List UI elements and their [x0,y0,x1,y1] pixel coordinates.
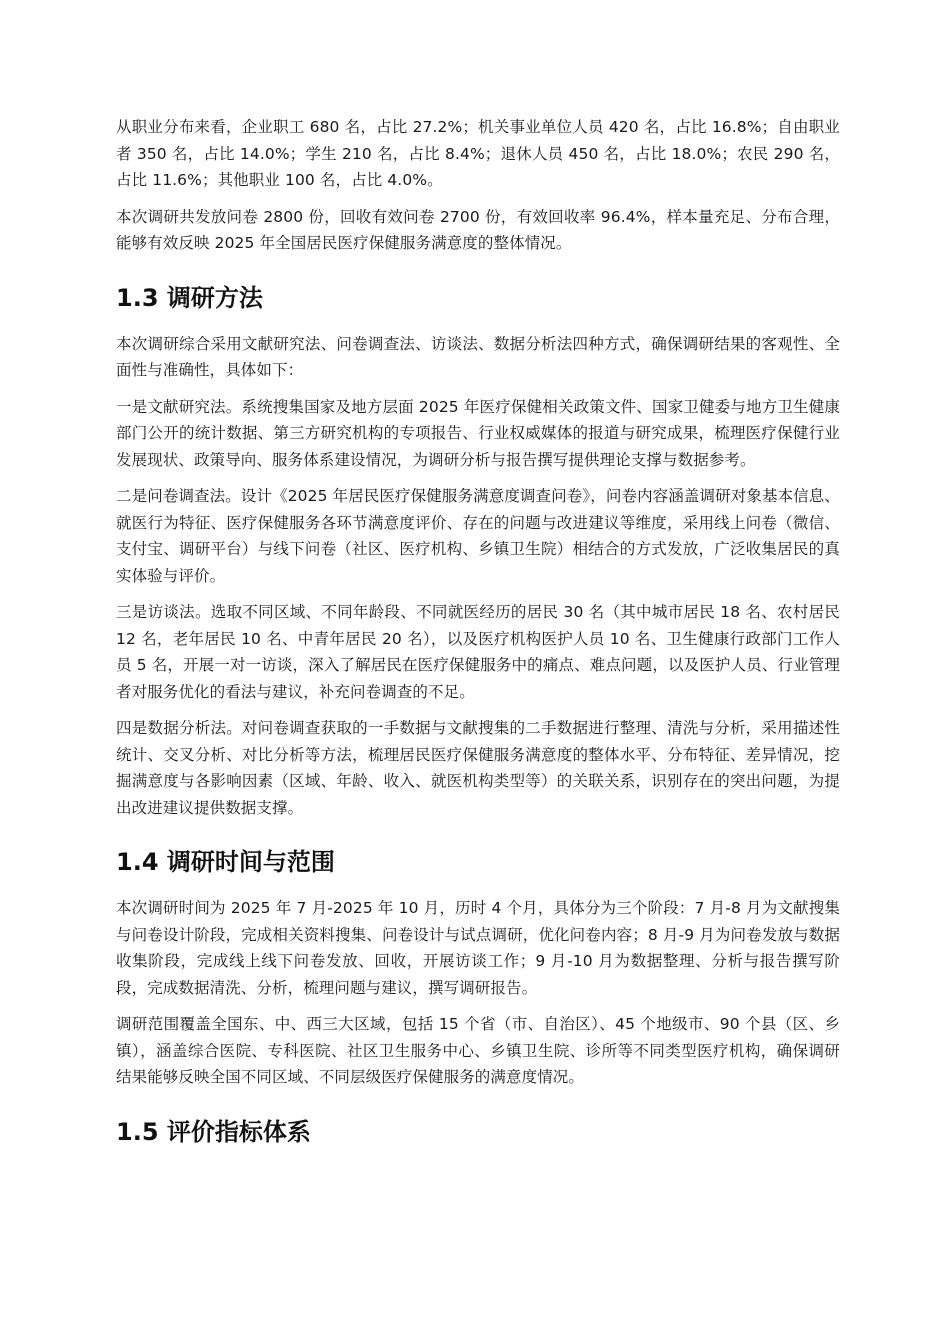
heading-research-methods: 1.3 调研方法 [116,283,263,312]
heading-evaluation-indicators: 1.5 评价指标体系 [116,1117,311,1146]
paragraph-interview-method: 三是访谈法。选取不同区域、不同年龄段、不同就医经历的居民 30 名（其中城市居民 18 名、农村居民 12 名，老年居民 10 名、中青年居民 20 名），以及医疗机构医护人员 10 名、卫生健康行政部门工作人员 5 名，开展一对一访谈，深入了解居民在医疗保健服务中的痛点、难点问题，以及医护人员、行业管理者对服务优化的看法与建议，补充问卷调查的不足。 [116,603,840,701]
paragraph-methods-overview: 本次调研综合采用文献研究法、问卷调查法、访谈法、数据分析法四种方式，确保调研结果的客观性、全面性与准确性，具体如下： [116,334,840,379]
paragraph-data-analysis-method: 四是数据分析法。对问卷调查获取的一手数据与文献搜集的二手数据进行整理、清洗与分析，采用描述性统计、交叉分析、对比分析等方法，梳理居民医疗保健服务满意度的整体水平、分布特征、差异情况，挖掘满意度与各影响因素（区域、年龄、收入、就医机构类型等）的关联关系，识别存在的突出问题，为提出改进建议提供数据支撑。 [116,719,840,817]
document-page [116,114,840,1165]
paragraph-research-scope: 调研范围覆盖全国东、中、西三大区域，包括 15 个省（市、自治区）、45 个地级市、90 个县（区、乡镇），涵盖综合医院、专科医院、社区卫生服务中心、乡镇卫生院、诊所等不同类型医疗机构，确保调研结果能够反映全国不同区域、不同层级医疗保健服务的满意度情况。 [116,1015,840,1086]
paragraph-survey-response: 本次调研共发放问卷 2800 份，回收有效问卷 2700 份，有效回收率 96.4%，样本量充足、分布合理，能够有效反映 2025 年全国居民医疗保健服务满意度的整体情况。 [116,207,840,252]
paragraph-research-time: 本次调研时间为 2025 年 7 月-2025 年 10 月，历时 4 个月，具体分为三个阶段：7 月-8 月为文献搜集与问卷设计阶段，完成相关资料搜集、问卷设计与试点调研，优化问卷内容；8 月-9 月为问卷发放与数据收集阶段，完成线上线下问卷发放、回收，开展访谈工作；9 月-10 月为数据整理、分析与报告撰写阶段，完成数据清洗、分析，梳理问题与建议，撰写调研报告。 [116,899,840,997]
heading-research-time-scope: 1.4 调研时间与范围 [116,848,335,876]
paragraph-questionnaire-method: 二是问卷调查法。设计《2025 年居民医疗保健服务满意度调查问卷》，问卷内容涵盖调研对象基本信息、就医行为特征、医疗保健服务各环节满意度评价、存在的问题与改进建议等维度，采用线上问卷（微信、支付宝、调研平台）与线下问卷（社区、医疗机构、乡镇卫生院）相结合的方式发放，广泛收集居民的真实体验与评价。 [116,487,840,585]
paragraph-literature-method: 一是文献研究法。系统搜集国家及地方层面 2025 年医疗保健相关政策文件、国家卫健委与地方卫生健康部门公开的统计数据、第三方研究机构的专项报告、行业权威媒体的报道与研究成果，梳理医疗保健行业发展现状、政策导向、服务体系建设情况，为调研分析与报告撰写提供理论支撑与数据参考。 [116,397,840,469]
paragraph-occupation-distribution: 从职业分布来看，企业职工 680 名，占比 27.2%；机关事业单位人员 420 名，占比 16.8%；自由职业者 350 名，占比 14.0%；学生 210 名，占比 8.4%；退休人员 450 名，占比 18.0%；农民 290 名，占比 11.6%；其他职业 100 名，占比 4.0%。 [116,118,840,189]
